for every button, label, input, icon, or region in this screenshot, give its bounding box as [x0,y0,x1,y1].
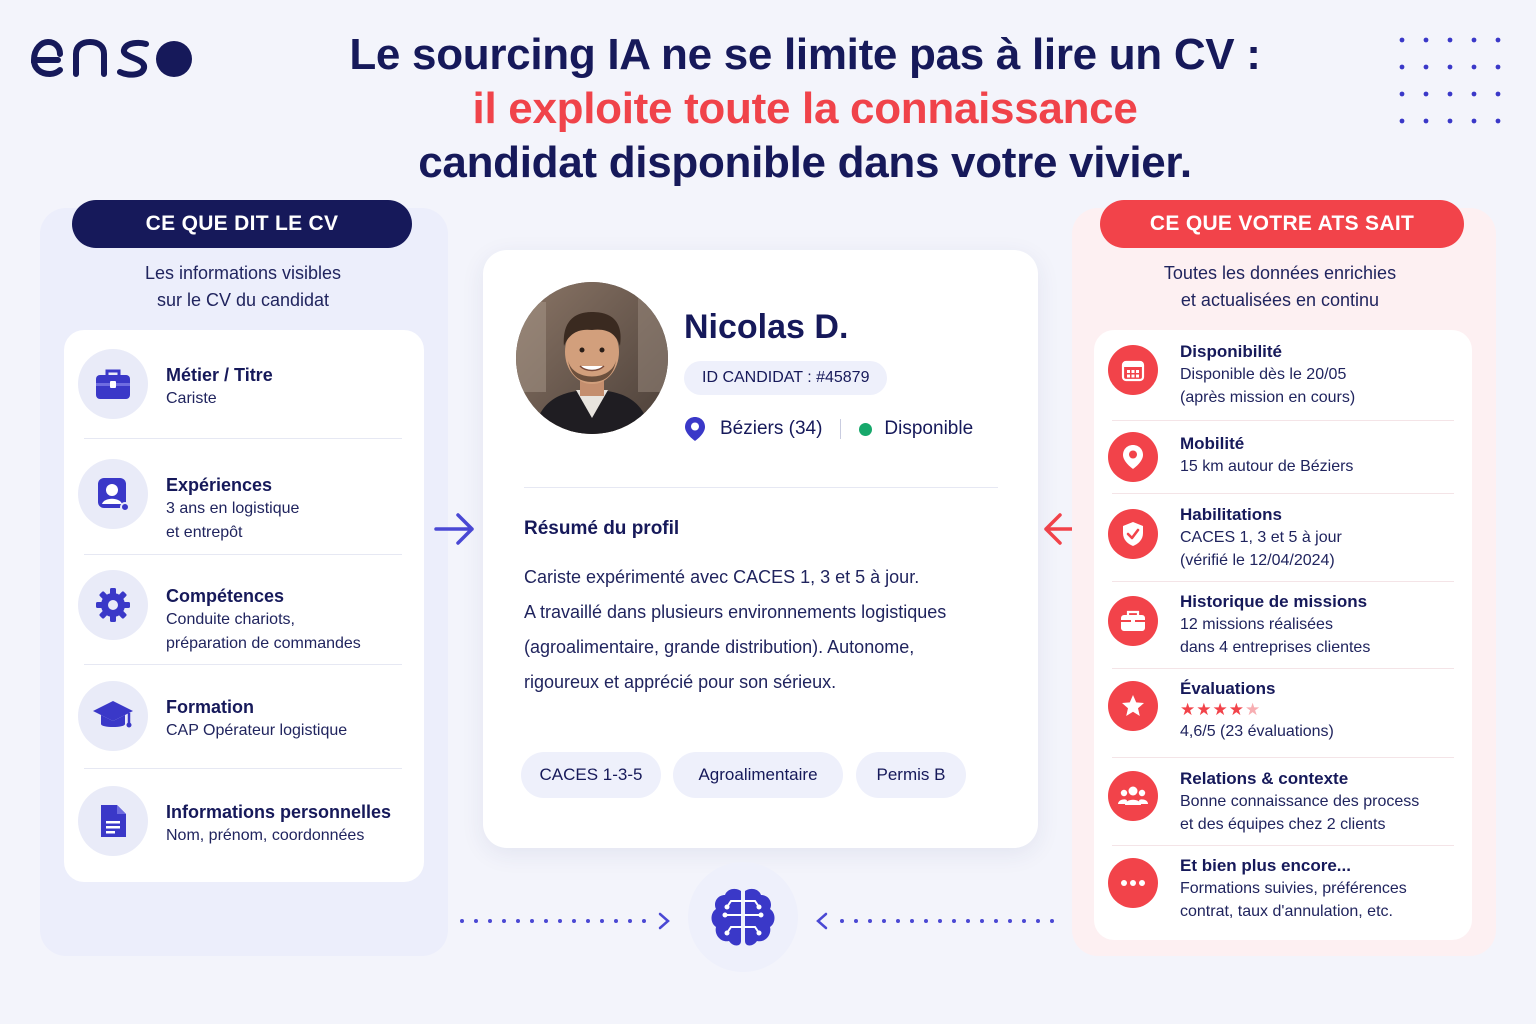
cv-item-metier [78,349,410,419]
graduation-cap-icon [78,681,148,751]
ats-item-title: Mobilité [1180,434,1245,453]
candidate-name: Nicolas D. [684,308,849,346]
location-pin-icon [684,416,706,442]
ats-item-detail: dans 4 entreprises clientes [1180,639,1371,656]
ats-item-title: Historique de missions [1180,592,1368,611]
ats-item-detail: Disponible dès le 20/05 [1180,366,1347,383]
headline-line-3: candidat disponible dans votre vivier. [418,138,1192,187]
ats-subtitle-line-1: Toutes les données enrichies [1163,263,1397,283]
ats-item-plus [1108,854,1458,923]
ats-item-relations [1108,767,1458,836]
cv-item-title: Informations personnelles [166,802,392,822]
ats-item-habilitations [1108,503,1458,572]
divider [1112,757,1454,758]
enso-logo [28,28,198,84]
ats-item-detail: 15 km autour de Béziers [1180,458,1354,475]
tag-agroalimentaire: Agroalimentaire [673,752,843,798]
divider [84,554,402,555]
ats-item-detail: (après mission en cours) [1180,389,1356,406]
ats-item-detail: 4,6/5 (23 évaluations) [1180,723,1334,740]
headline-line-1: Le sourcing IA ne se limite pas à lire un CV : [349,30,1261,79]
ats-item-detail: Bonne connaissance des process [1180,793,1420,810]
tag-permis: Permis B [856,752,966,798]
ats-item-detail: CACES 1, 3 et 5 à jour [1180,529,1342,546]
ats-item-mobilite [1108,432,1458,482]
cv-item-competences [78,570,410,656]
arrow-right-icon [432,510,478,548]
briefcase-icon [78,349,148,419]
candidate-id-badge: ID CANDIDAT : #45879 [684,361,887,395]
cv-item-detail: préparation de commandes [166,635,361,652]
ats-item-title: Relations & contexte [1180,769,1349,788]
cv-item-detail: 3 ans en logistique [166,500,300,517]
cv-panel-title: CE QUE DIT LE CV [72,200,412,248]
cv-item-detail: Nom, prénom, coordonnées [166,827,365,844]
ats-item-historique [1108,590,1458,659]
dotted-arrow-left [812,911,1062,931]
divider [1112,493,1454,494]
summary-line: Cariste expérimenté avec CACES 1, 3 et 5 à jour. [524,567,920,587]
ats-item-detail: contrat, taux d'annulation, etc. [1180,903,1393,920]
cv-item-detail: Conduite chariots, [166,611,295,628]
ats-item-evaluations [1108,677,1458,743]
location-pin-icon [1108,432,1158,482]
document-icon [78,786,148,856]
cv-item-title: Métier / Titre [166,365,273,385]
tag-caces: CACES 1-3-5 [521,752,661,798]
cv-item-detail: Cariste [166,390,217,407]
divider [524,487,998,488]
divider [1112,845,1454,846]
status-dot [859,423,872,436]
headline [300,28,1310,190]
user-badge-icon [78,459,148,529]
candidate-avatar [516,282,668,434]
cv-item-detail: CAP Opérateur logistique [166,722,348,739]
rating-stars: ★★★★★ [1180,700,1262,719]
divider [84,438,402,439]
divider [84,664,402,665]
cv-panel-subtitle [72,260,414,314]
summary-title: Résumé du profil [524,518,680,539]
summary-line: (agroalimentaire, grande distribution). Autonome, [524,637,915,657]
cv-item-title: Compétences [166,586,285,606]
gear-icon [78,570,148,640]
dotted-arrow-right [458,911,674,931]
star-icon [1108,681,1158,731]
divider [1112,581,1454,582]
ats-panel-title: CE QUE VOTRE ATS SAIT [1100,200,1464,248]
summary-line: A travaillé dans plusieurs environnements logistiques [524,602,947,622]
brain-icon [707,885,779,949]
briefcase-icon [1108,596,1158,646]
more-dots-icon [1108,858,1158,908]
ats-item-detail: et des équipes chez 2 clients [1180,816,1386,833]
divider [840,419,841,439]
decorative-dot-grid [1398,36,1502,128]
ai-brain-badge [688,862,798,972]
ats-panel-subtitle [1100,260,1460,314]
candidate-status: Disponible [884,418,974,439]
candidate-location-status [684,416,973,442]
cv-item-title: Formation [166,697,254,717]
cv-item-experiences [78,459,410,545]
summary-text [524,560,1004,700]
headline-line-2-highlight: il exploite toute la connaissance [472,84,1138,133]
ats-item-detail: 12 missions réalisées [1180,616,1333,633]
candidate-location: Béziers (34) [720,418,823,439]
cv-item-title: Expériences [166,475,273,495]
cv-item-informations [78,786,410,856]
cv-item-formation [78,681,410,751]
ats-item-title: Évaluations [1180,679,1276,698]
cv-item-detail: et entrepôt [166,524,243,541]
ats-item-detail: (vérifié le 12/04/2024) [1180,552,1335,569]
cv-subtitle-line-2: sur le CV du candidat [156,290,330,310]
divider [1112,420,1454,421]
divider [84,768,402,769]
shield-check-icon [1108,509,1158,559]
people-icon [1108,771,1158,821]
ats-subtitle-line-2: et actualisées en continu [1180,290,1380,310]
ats-item-disponibilite [1108,340,1458,409]
ats-item-title: Et bien plus encore... [1180,856,1351,875]
ats-item-detail: Formations suivies, préférences [1180,880,1407,897]
calendar-icon [1108,345,1158,395]
summary-line: rigoureux et apprécié pour son sérieux. [524,672,837,692]
ats-item-title: Disponibilité [1180,342,1282,361]
cv-subtitle-line-1: Les informations visibles [144,263,342,283]
divider [1112,668,1454,669]
ats-item-title: Habilitations [1180,505,1283,524]
